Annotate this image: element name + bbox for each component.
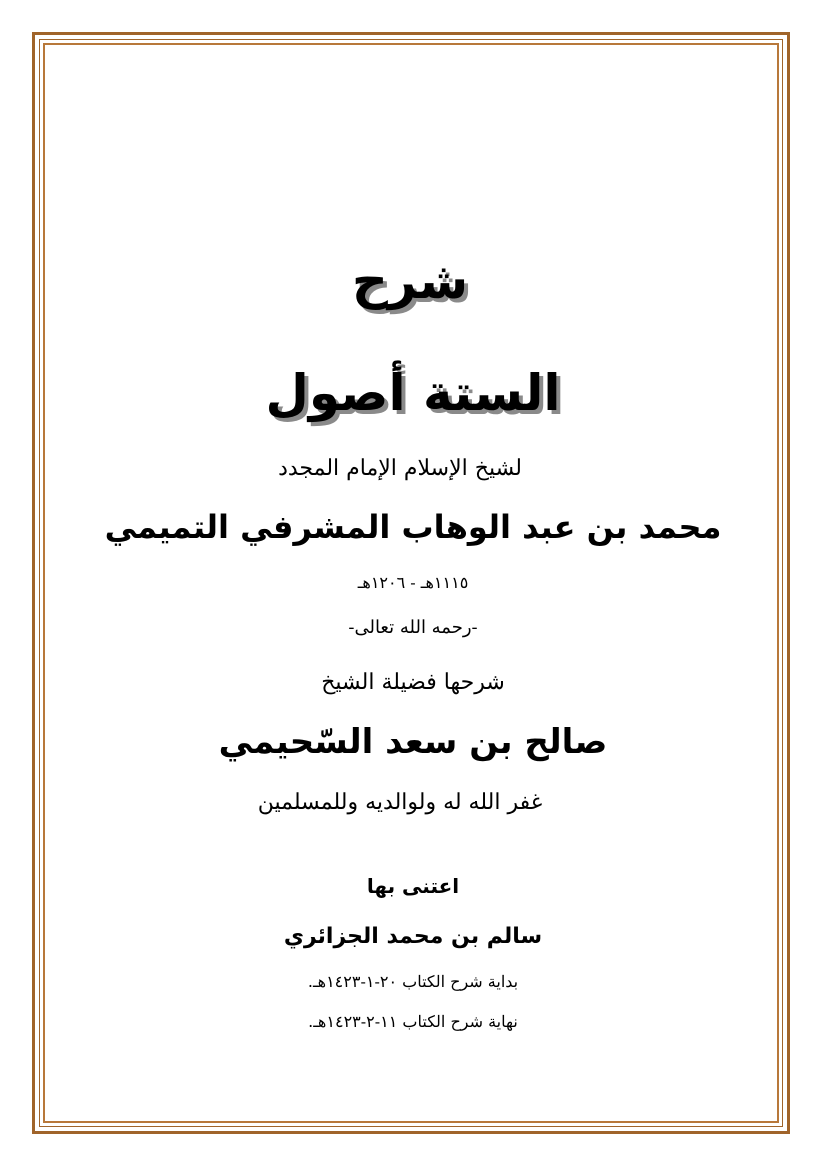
title-line-1: شرح <box>351 252 469 310</box>
explanation-start-date: بداية شرح الكتاب ٢٠-١-١٤٢٣هـ. <box>307 972 519 991</box>
author-name: محمد بن عبد الوهاب المشرفي التميمي <box>104 508 722 546</box>
explanation-end-date: نهاية شرح الكتاب ١١-٢-١٤٢٣هـ. <box>308 1012 518 1031</box>
author-prayer: -رحمه الله تعالى- <box>348 617 478 638</box>
author-dates: ١١١٥هـ - ١٢٠٦هـ <box>357 573 469 592</box>
commentator-prefix: شرحها فضيلة الشيخ <box>321 670 505 695</box>
commentator-name: صالح بن سعد السّحيمي <box>218 722 608 762</box>
title-line-2: الستة أصول <box>265 364 561 422</box>
author-prefix: لشيخ الإسلام الإمام المجدد <box>278 456 522 481</box>
commentator-prayer: غفر الله له ولوالديه وللمسلمين <box>257 790 543 815</box>
editor-prefix: اعتنى بها <box>366 874 460 898</box>
editor-name: سالم بن محمد الجزائري <box>283 924 543 949</box>
